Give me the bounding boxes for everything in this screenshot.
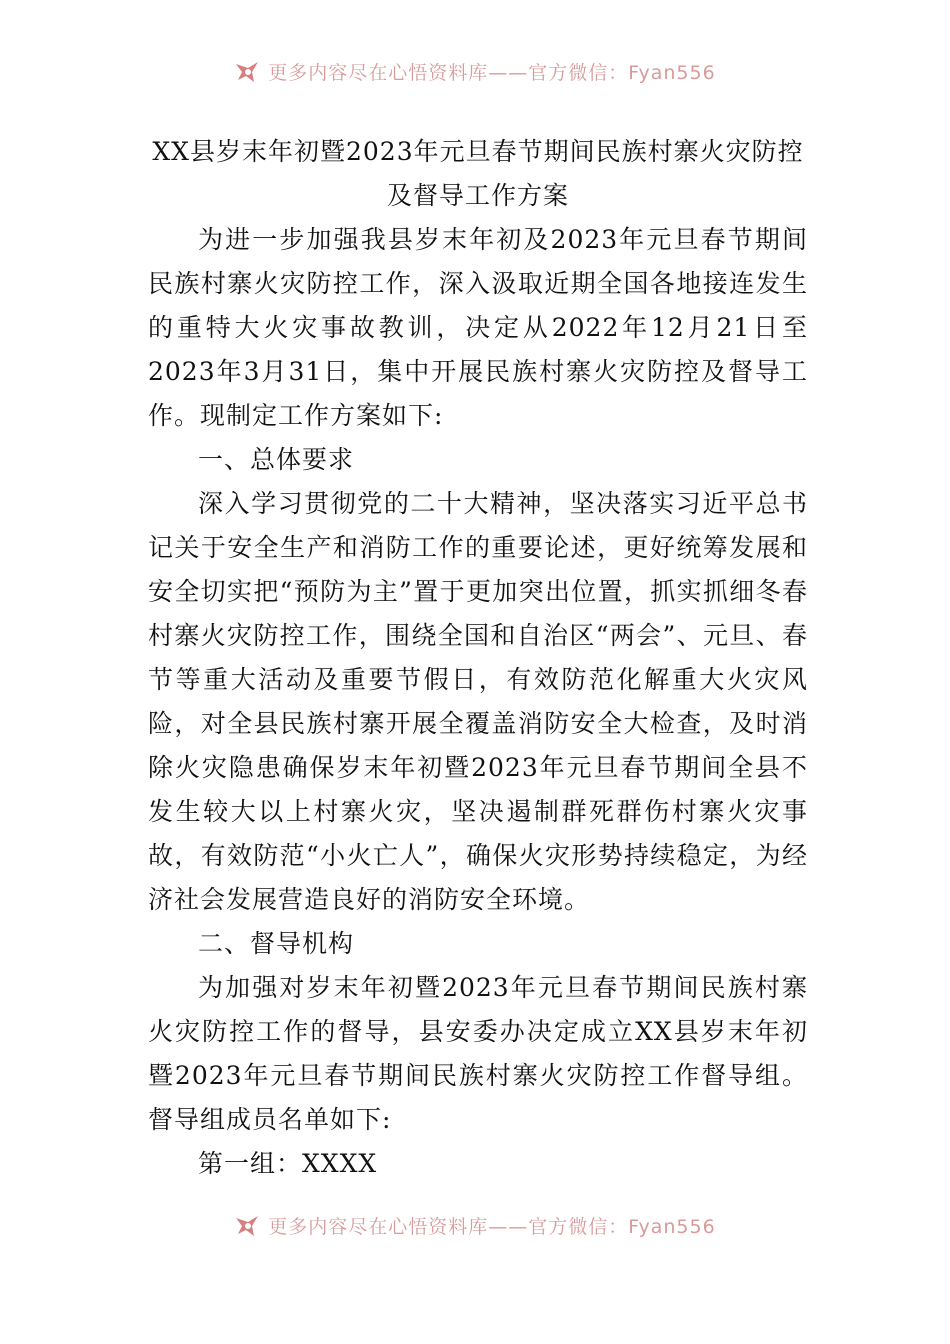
fox-logo-icon (234, 1214, 260, 1238)
section-2-paragraph: 为加强对岁末年初暨2023年元旦春节期间民族村寨火灾防控工作的督导，县安委办决定成立XX县岁末年初暨2023年元旦春节期间民族村寨火灾防控工作督导组。督导组成员名单如下: (148, 973, 808, 1134)
document-body (148, 130, 808, 1186)
section-heading-1: 一、总体要求 (198, 445, 355, 474)
watermark-text: 更多内容尽在心悟资料库——官方微信：Fyan556 (268, 62, 716, 84)
document-title: XX县岁末年初暨2023年元旦春节期间民族村寨火灾防控及督导工作方案 (152, 137, 804, 210)
watermark-text: 更多内容尽在心悟资料库——官方微信：Fyan556 (268, 1216, 716, 1238)
group-one-line: 第一组：XXXX (198, 1149, 378, 1178)
section-heading-2: 二、督导机构 (198, 929, 355, 958)
footer-watermark (0, 1212, 950, 1239)
header-watermark (0, 58, 950, 85)
section-1-paragraph: 深入学习贯彻党的二十大精神，坚决落实习近平总书记关于安全生产和消防工作的重要论述，更好统筹发展和安全切实把“预防为主”置于更加突出位置，抓实抓细冬春村寨火灾防控工作，围绕全国和自治区“两会”、元旦、春节等重大活动及重要节假日，有效防范化解重大火灾风险，对全县民族村寨开展全覆盖消防安全大检查，及时消除火灾隐患确保岁末年初暨2023年元旦春节期间全县不发生较大以上村寨火灾，坚决遏制群死群伤村寨火灾事故，有效防范“小火亡人”，确保火灾形势持续稳定，为经济社会发展营造良好的消防安全环境。 (148, 489, 808, 914)
intro-paragraph: 为进一步加强我县岁末年初及2023年元旦春节期间民族村寨火灾防控工作，深入汲取近期全国各地接连发生的重特大火灾事故教训，决定从2022年12月21日至2023年3月31日，集中开展民族村寨火灾防控及督导工作。现制定工作方案如下: (148, 225, 808, 430)
fox-logo-icon (234, 60, 260, 84)
